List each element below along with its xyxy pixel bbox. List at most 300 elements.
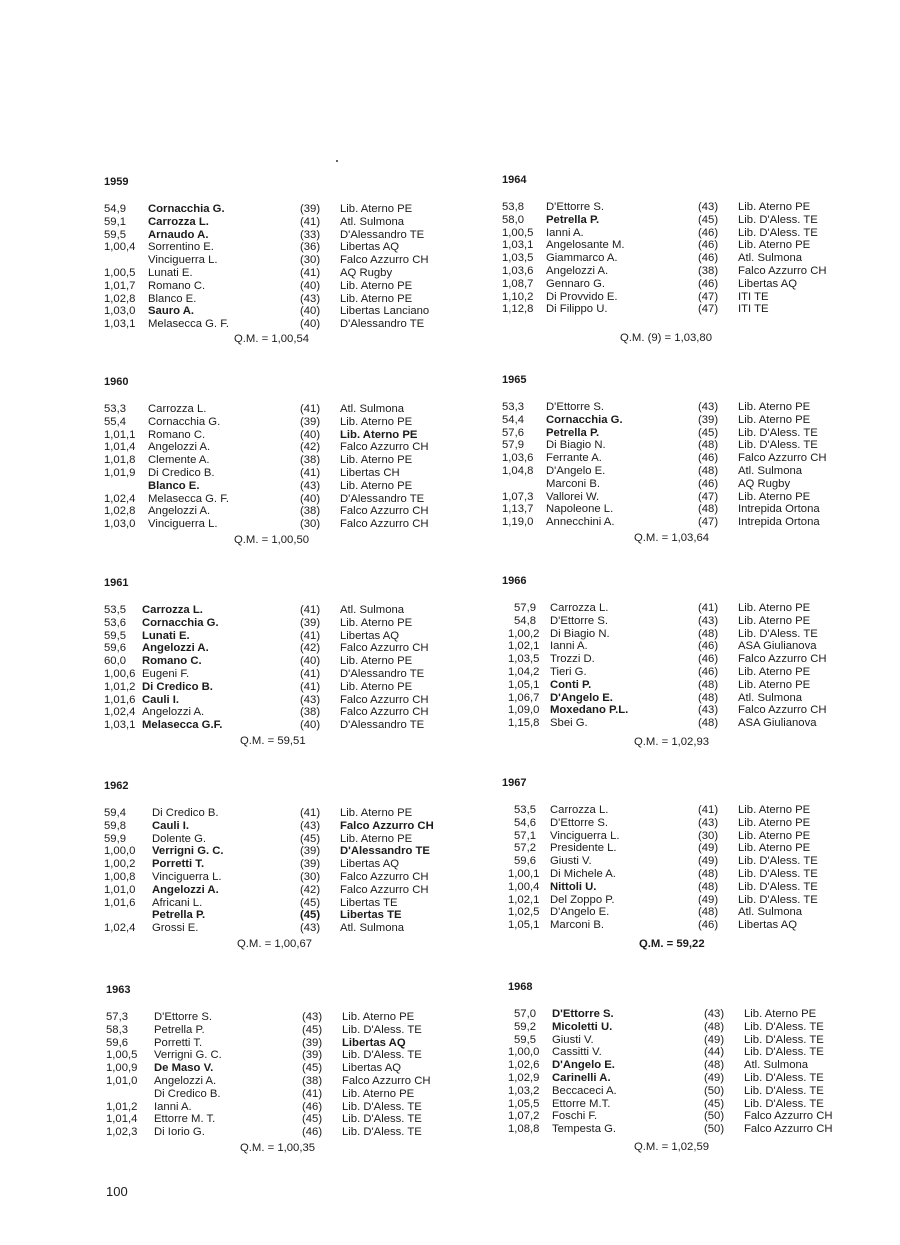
athlete-name: Cauli I. [152,819,190,832]
result-row [502,640,882,653]
athlete-name: Petrella P. [546,426,600,439]
result-row [106,1101,486,1114]
time: 1,02,8 [104,505,136,518]
club: Lib. D'Aless. TE [744,1033,824,1046]
athlete-name: Vinciguerra L. [148,254,218,267]
club: Lib. Aterno PE [342,1087,415,1100]
athlete-name: Eugeni F. [142,667,190,680]
time: 1,04,8 [502,464,534,477]
athlete-name: Melasecca G. F. [148,318,229,331]
birth-year: (48) [698,880,719,893]
result-row [502,628,882,641]
time: 59,6 [514,855,536,868]
time: 1,01,4 [104,441,136,454]
result-row [508,1021,888,1034]
time: 1,05,5 [508,1097,540,1110]
result-row [502,252,882,265]
athlete-name: Marconi B. [546,477,600,490]
club: Lib. Aterno PE [738,816,811,829]
result-row [104,807,484,820]
athlete-name: Sbei G. [550,717,588,730]
result-row [502,201,882,214]
time: 57,9 [502,439,524,452]
club: Falco Azzurro CH [738,653,827,666]
club: Falco Azzurro CH [342,1074,431,1087]
athlete-name: Angelozzi A. [142,706,205,719]
club: Lib. Aterno PE [738,401,811,413]
club: Lib. D'Aless. TE [738,880,818,893]
club: Atl. Sulmona [738,691,803,704]
result-row [502,615,882,628]
athlete-name: Carrozza L. [148,403,207,415]
result-row [104,229,484,242]
athlete-name: Moxedano P.L. [550,704,629,717]
result-row [104,630,484,643]
time: 53,5 [514,804,536,816]
club: Lib. D'Aless. TE [342,1126,422,1139]
athlete-name: Angelozzi A. [142,642,209,655]
result-row [104,871,484,884]
club: Lib. Aterno PE [738,602,811,614]
athlete-name: Di Iorio G. [154,1126,205,1139]
result-row [104,845,484,858]
birth-year: (46) [698,640,719,653]
birth-year: (41) [300,629,321,642]
result-row [502,227,882,240]
athlete-name: Carrozza L. [550,804,609,816]
result-row [104,617,484,630]
birth-year: (41) [300,266,321,279]
club: Lib. Aterno PE [738,842,811,855]
time: 1,03,6 [502,264,534,277]
time: 1,01,6 [104,896,136,909]
time: 59,5 [514,1033,536,1046]
club: Falco Azzurro CH [340,693,429,706]
time: 1,00,1 [508,867,540,880]
club: Falco Azzurro CH [340,518,429,531]
athlete-name: Angelozzi A. [148,505,211,518]
birth-year: (50) [704,1123,725,1136]
result-row [502,804,882,817]
result-row [502,842,882,855]
birth-year: (39) [300,858,321,871]
athlete-name: Ettorre M.T. [552,1097,611,1110]
club: Falco Azzurro CH [738,452,827,465]
result-row [502,465,882,478]
time: 1,10,2 [502,290,534,303]
club: Lib. D'Aless. TE [738,855,818,868]
time: 1,00,6 [104,667,136,680]
time: 1,03,1 [502,239,534,252]
year-title: 1965 [502,374,527,386]
club: Falco Azzurro CH [738,704,827,717]
birth-year: (43) [698,704,719,717]
athlete-name: Conti P. [550,678,592,691]
result-row [104,480,484,493]
result-row [104,441,484,454]
year-block-1960 [104,375,484,531]
athlete-name: Vinciguerra L. [148,518,218,531]
time: 59,6 [104,642,126,655]
birth-year: (42) [300,642,321,655]
athlete-name: Cornacchia G. [148,415,221,428]
time: 1,05,1 [508,919,540,932]
birth-year: (45) [300,909,321,922]
result-row [104,293,484,306]
athlete-name: Melasecca G.F. [142,719,223,732]
club: Lib. D'Aless. TE [342,1113,422,1126]
birth-year: (45) [302,1062,323,1075]
club: Lib. D'Aless. TE [342,1049,422,1062]
year-block-1961 [104,576,484,732]
year-block-1964 [502,173,882,316]
birth-year: (44) [704,1046,725,1059]
club: Lib. Aterno PE [340,279,413,292]
time: 57,3 [106,1011,128,1023]
result-row [508,1046,888,1059]
time: 1,02,4 [104,706,136,719]
time: 59,5 [104,629,126,642]
birth-year: (41) [300,807,321,819]
athlete-name: Di Filippo U. [546,303,608,316]
athlete-name: Petrella P. [546,213,600,226]
club: Lib. Aterno PE [738,490,811,503]
birth-year: (40) [300,719,321,732]
club: Lib. Aterno PE [744,1008,817,1020]
athlete-name: Carinelli A. [552,1071,611,1084]
result-row [508,1072,888,1085]
birth-year: (46) [698,452,719,465]
result-row [508,1008,888,1021]
club: AQ Rugby [738,477,791,490]
athlete-name: Tempesta G. [552,1123,617,1136]
club: Falco Azzurro CH [340,505,429,518]
result-row [104,655,484,668]
results-list [508,1008,888,1136]
athlete-name: Nittoli U. [550,880,597,893]
time: 1,02,5 [508,906,540,919]
club: Lib. Aterno PE [738,413,811,426]
results-list [106,1011,486,1139]
time: 54,9 [104,203,126,215]
birth-year: (48) [698,464,719,477]
page-number: 100 [106,1184,128,1199]
time: 1,01,4 [106,1113,138,1126]
results-list [502,804,882,932]
birth-year: (39) [698,413,719,426]
time: 1,02,9 [508,1071,540,1084]
athlete-name: Di Michele A. [550,867,616,880]
birth-year: (39) [300,203,321,215]
athlete-name: Sauro A. [148,305,195,318]
time: 59,8 [104,819,126,832]
time: 1,02,4 [104,922,136,935]
birth-year: (38) [698,264,719,277]
club: Libertas CH [340,466,400,479]
birth-year: (48) [698,503,719,516]
time: 1,01,2 [106,1100,138,1113]
time: 1,01,7 [104,279,136,292]
average-time: Q.M. = 1,00,67 [237,938,313,950]
result-row [502,830,882,843]
year-block-1965 [502,373,882,529]
athlete-name: Presidente L. [550,842,617,855]
birth-year: (40) [300,655,321,668]
result-row [502,291,882,304]
club: Lib. D'Aless. TE [744,1020,824,1033]
result-row [508,1059,888,1072]
birth-year: (49) [704,1071,725,1084]
result-row [502,881,882,894]
athlete-name: Tieri G. [550,665,587,678]
result-row [106,1049,486,1062]
club: Falco Azzurro CH [744,1123,833,1136]
result-row [104,820,484,833]
time: 57,9 [514,602,536,614]
athlete-name: Romano C. [142,655,202,668]
athlete-name: Romano C. [148,428,206,441]
time: 1,01,9 [104,466,136,479]
birth-year: (38) [300,706,321,719]
athlete-name: Angelozzi A. [546,264,609,277]
result-row [104,318,484,331]
club: Libertas AQ [738,919,798,932]
club: D'Alessandro TE [340,845,430,858]
club: Falco Azzurro CH [340,870,429,883]
athlete-name: Foschi F. [552,1110,598,1123]
result-row [104,681,484,694]
time: 59,4 [104,807,126,819]
birth-year: (48) [698,867,719,880]
club: AQ Rugby [340,266,393,279]
athlete-name: Lunati E. [142,629,190,642]
birth-year: (41) [300,403,321,415]
result-row [104,833,484,846]
birth-year: (39) [300,616,321,629]
birth-year: (47) [698,303,719,316]
athlete-name: Cornacchia G. [148,203,225,215]
time: 1,00,2 [104,858,136,871]
time: 59,6 [106,1036,128,1049]
birth-year: (43) [300,292,321,305]
birth-year: (48) [698,439,719,452]
birth-year: (38) [300,505,321,518]
athlete-name: Napoleone L. [546,503,614,516]
result-row [104,493,484,506]
athlete-name: Verrigni G. C. [152,845,224,858]
time: 58,0 [502,213,524,226]
time: 1,02,3 [106,1126,138,1139]
time: 1,02,8 [104,292,136,305]
time: 1,07,2 [508,1110,540,1123]
club: Lib. D'Aless. TE [744,1071,824,1084]
club: Intrepida Ortona [738,503,820,516]
time: 59,5 [104,228,126,241]
club: Lib. Aterno PE [340,616,413,629]
birth-year: (41) [300,466,321,479]
club: Lib. Aterno PE [340,832,413,845]
time: 1,01,6 [104,693,136,706]
result-row [104,203,484,216]
birth-year: (43) [300,819,321,832]
birth-year: (48) [698,906,719,919]
result-row [502,452,882,465]
athlete-name: Giusti V. [552,1033,594,1046]
time: 1,00,9 [106,1062,138,1075]
time: 1,07,3 [502,490,534,503]
birth-year: (48) [698,717,719,730]
result-row [502,503,882,516]
result-row [502,679,882,692]
club: Lib. Aterno PE [340,428,418,441]
time: 1,08,8 [508,1123,540,1136]
club: D'Alessandro TE [340,667,425,680]
athlete-name: Vallorei W. [546,490,600,503]
club: ITI TE [738,303,769,316]
time: 53,8 [502,201,524,213]
year-block-1966 [502,574,882,730]
birth-year: (40) [300,305,321,318]
athlete-name: Porretti T. [152,858,205,871]
time: 1,00,5 [502,226,534,239]
athlete-name: Clemente A. [148,454,210,467]
results-list [104,403,484,531]
birth-year: (43) [698,201,719,213]
result-row [104,694,484,707]
time: 1,01,0 [104,883,136,896]
athlete-name: Angelozzi A. [148,441,211,454]
club: Lib. Aterno PE [340,807,413,819]
athlete-name: Gennaro G. [546,277,606,290]
birth-year: (40) [300,492,321,505]
club: Libertas TE [340,909,402,922]
athlete-name: Blanco E. [148,292,197,305]
birth-year: (47) [698,290,719,303]
average-time: Q.M. = 59,51 [240,735,306,747]
athlete-name: Petrella P. [152,909,206,922]
time: 58,3 [106,1023,128,1036]
time: 1,03,6 [502,452,534,465]
club: Lib. Aterno PE [342,1011,415,1023]
time: 1,02,1 [508,640,540,653]
club: Lib. D'Aless. TE [738,439,818,452]
club: Intrepida Ortona [738,516,820,529]
birth-year: (39) [302,1036,323,1049]
birth-year: (30) [300,254,321,267]
birth-year: (45) [302,1113,323,1126]
result-row [502,265,882,278]
athlete-name: Grossi E. [152,922,199,935]
athlete-name: Angelosante M. [546,239,625,252]
athlete-name: D'Angelo E. [550,906,610,919]
time: 1,06,7 [508,691,540,704]
year-title: 1962 [104,780,129,792]
athlete-name: Carrozza L. [148,215,209,228]
birth-year: (39) [302,1049,323,1062]
birth-year: (49) [704,1033,725,1046]
birth-year: (45) [300,832,321,845]
average-time: Q.M. = 1,03,64 [634,532,710,544]
year-block-1968 [508,980,888,1136]
result-row [104,518,484,531]
result-row [508,1123,888,1136]
club: Falco Azzurro CH [340,706,429,719]
athlete-name: Di Credico B. [154,1087,221,1100]
club: Libertas AQ [340,858,400,871]
club: Lib. D'Aless. TE [744,1046,824,1059]
result-row [502,239,882,252]
result-row [104,280,484,293]
birth-year: (46) [698,239,719,252]
result-row [502,906,882,919]
club: Falco Azzurro CH [340,819,434,832]
birth-year: (46) [302,1100,323,1113]
result-row [508,1085,888,1098]
club: Falco Azzurro CH [744,1110,833,1123]
birth-year: (49) [698,893,719,906]
birth-year: (49) [698,855,719,868]
result-row [502,692,882,705]
club: Atl. Sulmona [340,215,405,228]
birth-year: (45) [704,1097,725,1110]
result-row [502,817,882,830]
athlete-name: D'Angelo E. [546,464,606,477]
athlete-name: Di Biagio N. [550,627,610,640]
birth-year: (48) [698,627,719,640]
result-row [106,1011,486,1024]
result-row [104,416,484,429]
athlete-name: Annecchini A. [546,516,615,529]
result-row [502,894,882,907]
result-row [502,653,882,666]
athlete-name: D'Ettorre S. [546,401,605,413]
club: Lib. D'Aless. TE [744,1097,824,1110]
athlete-name: D'Ettorre S. [550,614,609,627]
birth-year: (48) [698,678,719,691]
average-time: Q.M. = 1,00,50 [234,534,310,546]
club: Lib. Aterno PE [340,680,413,693]
time: 54,6 [514,816,536,829]
birth-year: (48) [698,691,719,704]
year-title: 1964 [502,174,527,186]
result-row [106,1062,486,1075]
athlete-name: Del Zoppo P. [550,893,615,906]
athlete-name: Angelozzi A. [152,883,219,896]
year-title: 1966 [502,575,527,587]
athlete-name: Petrella P. [154,1023,205,1036]
result-row [502,516,882,529]
result-row [502,602,882,615]
result-row [104,922,484,935]
time: 1,00,0 [508,1046,540,1059]
athlete-name: Vinciguerra L. [152,870,222,883]
club: Lib. D'Aless. TE [342,1023,422,1036]
club: Lib. D'Aless. TE [738,213,818,226]
result-row [502,491,882,504]
birth-year: (45) [698,426,719,439]
club: Lib. Aterno PE [738,678,811,691]
club: Lib. Aterno PE [738,614,811,627]
result-row [106,1113,486,1126]
time: 57,6 [502,426,524,439]
time: 1,02,6 [508,1059,540,1072]
birth-year: (50) [704,1110,725,1123]
results-list [502,401,882,529]
club: Lib. D'Aless. TE [738,893,818,906]
athlete-name: Di Provvido E. [546,290,618,303]
result-row [104,305,484,318]
birth-year: (49) [698,842,719,855]
